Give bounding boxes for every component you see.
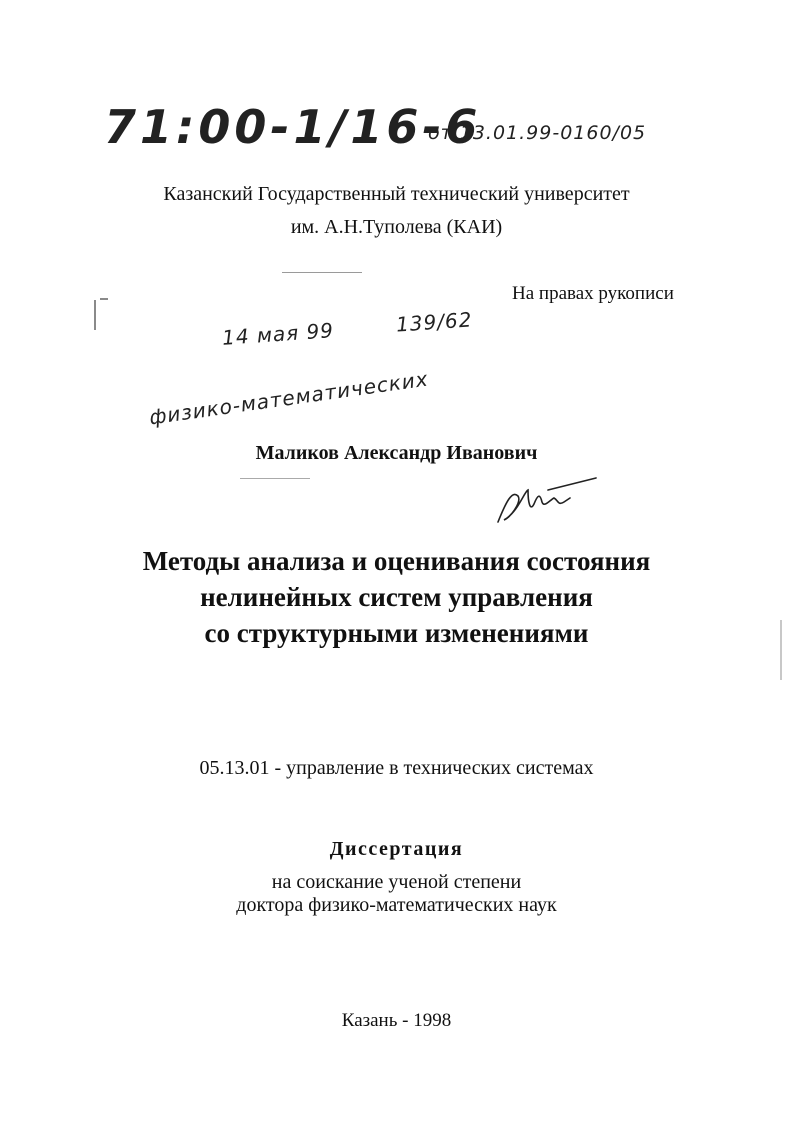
university-name: Казанский Государственный технический университет bbox=[163, 183, 630, 205]
handwritten-date-code: 139/62 bbox=[395, 307, 474, 337]
handwritten-registration-number: 71:00-1/16-6 bbox=[104, 100, 482, 154]
scan-mark bbox=[94, 300, 96, 330]
handwritten-registration-suffix: от 13.01.99-0160/05 bbox=[428, 122, 647, 144]
handwritten-discipline-note: физико-математических bbox=[147, 366, 430, 430]
specialty-code: 05.13.01 - управление в технических системах bbox=[199, 757, 594, 779]
scan-mark bbox=[100, 298, 108, 300]
scan-mark bbox=[282, 272, 362, 273]
thesis-title-line: Методы анализа и оценивания состояния bbox=[142, 546, 651, 576]
degree-line: доктора физико-математических наук bbox=[236, 894, 557, 916]
author-name: Маликов Александр Иванович bbox=[255, 442, 538, 464]
handwritten-date-note: 14 мая 99 bbox=[221, 318, 335, 350]
author-signature bbox=[488, 472, 598, 532]
university-named-after: им. А.Н.Туполева (КАИ) bbox=[290, 216, 503, 238]
scan-mark bbox=[240, 478, 310, 479]
degree-line: на соискание ученой степени bbox=[271, 871, 522, 893]
rights-note: На правах рукописи bbox=[512, 283, 674, 304]
dissertation-heading: Диссертация bbox=[329, 838, 464, 860]
place-year: Казань - 1998 bbox=[341, 1010, 452, 1031]
thesis-title-line: со структурными изменениями bbox=[204, 618, 589, 648]
thesis-title-line: нелинейных систем управления bbox=[200, 582, 593, 612]
